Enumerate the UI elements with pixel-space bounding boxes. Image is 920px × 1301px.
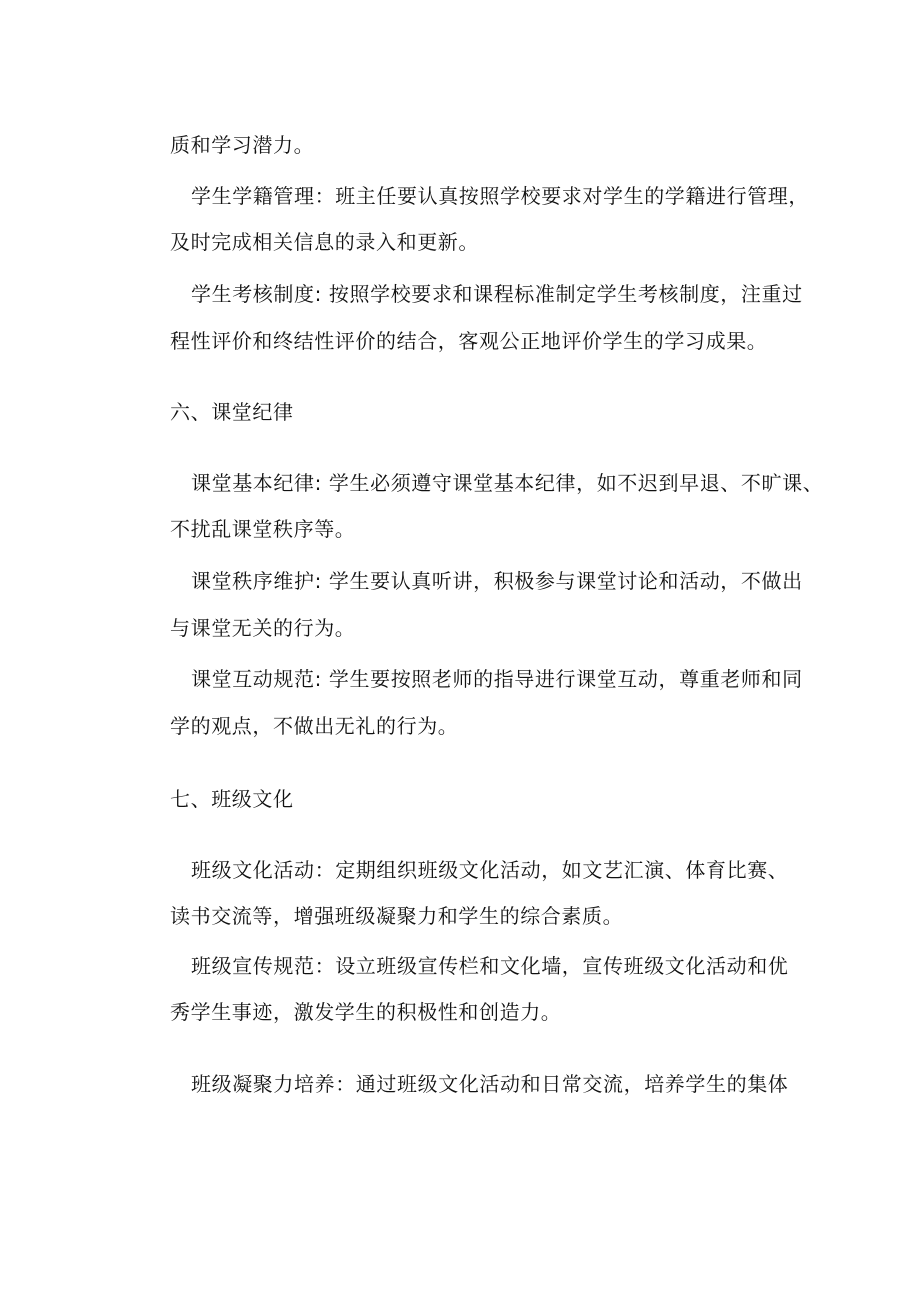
paragraph-line: 程性评价和终结性评价的结合，客观公正地评价学生的学习成果。: [170, 329, 768, 353]
paragraph-line: 班级凝聚力培养：通过班级文化活动和日常交流，培养学生的集体: [191, 1072, 789, 1096]
paragraph-line: 与课堂无关的行为。: [170, 616, 356, 640]
paragraph-line: 质和学习潜力。: [170, 133, 315, 157]
paragraph-line: 学生学籍管理：班主任要认真按照学校要求对学生的学籍进行管理，: [191, 184, 809, 208]
paragraph-line: 班级文化活动：定期组织班级文化活动，如文艺汇演、体育比赛、: [191, 858, 789, 882]
paragraph-line: 读书交流等，增强班级凝聚力和学生的综合素质。: [170, 904, 624, 928]
paragraph-line: 课堂秩序维护: 学生要认真听讲，积极参与课堂讨论和活动，不做出: [191, 569, 803, 593]
paragraph-line: 及时完成相关信息的录入和更新。: [170, 230, 479, 254]
paragraph-line: 班级宣传规范：设立班级宣传栏和文化墙，宣传班级文化活动和优: [191, 954, 789, 978]
paragraph-line: 学生考核制度: 按照学校要求和课程标准制定学生考核制度，注重过: [191, 282, 803, 306]
paragraph-line: 秀学生事迹，激发学生的积极性和创造力。: [170, 1000, 562, 1024]
section-heading: 七、班级文化: [170, 787, 294, 811]
section-heading: 六、课堂纪律: [170, 400, 294, 424]
paragraph-line: 不扰乱课堂秩序等。: [170, 517, 356, 541]
paragraph-line: 学的观点，不做出无礼的行为。: [170, 714, 459, 738]
paragraph-line: 课堂互动规范: 学生要按照老师的指导进行课堂互动，尊重老师和同: [191, 667, 803, 691]
paragraph-line: 课堂基本纪律: 学生必须遵守课堂基本纪律，如不迟到早退、不旷课、: [191, 471, 824, 495]
